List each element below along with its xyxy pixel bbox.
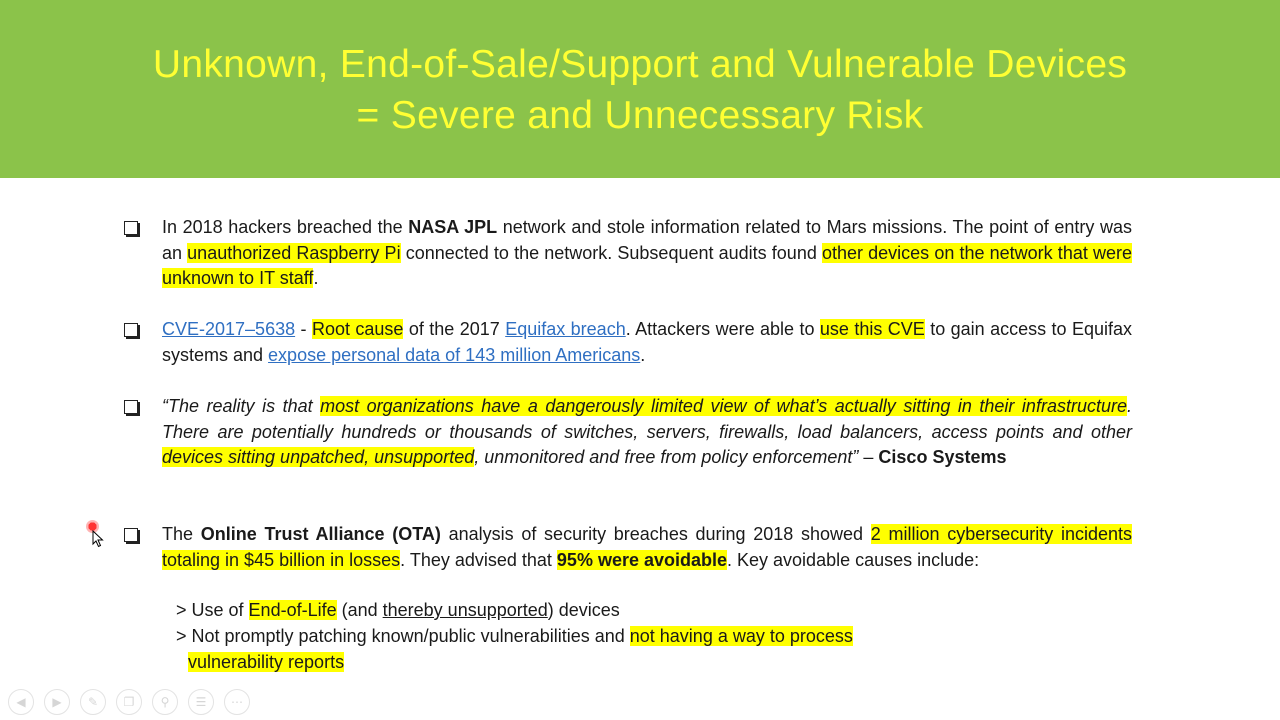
sub-bullet-end-of-life [176, 598, 620, 624]
slide-header [0, 0, 1280, 178]
quote-text: “The reality is that [162, 396, 321, 416]
highlight-text: 2 million cybersecurity incidents totaling in $45 billion in losses [162, 524, 1132, 570]
highlight-text: other devices on the network that were unknown to IT staff [162, 242, 1132, 289]
text: . Key avoidable causes include: [727, 549, 980, 570]
zoom-icon[interactable]: ⚲ [152, 689, 178, 715]
highlight-text: Root cause [311, 319, 404, 339]
text: to gain access to Equifax systems and [162, 319, 1133, 365]
bullet-cisco-quote [162, 394, 1132, 471]
copy-icon[interactable]: ❐ [116, 689, 142, 715]
text-bold: NASA JPL [408, 217, 498, 237]
highlight-text: unauthorized Raspberry Pi [187, 242, 401, 263]
mouse-cursor-icon [92, 530, 104, 548]
text: . They advised that [400, 549, 557, 570]
equifax-breach-link[interactable]: Equifax breach [505, 319, 626, 339]
text: network and stole information related to Mars missions. The point of entry was an [162, 217, 1132, 263]
text: The [162, 524, 201, 544]
slide-title-line-2: = Severe and Unnecessary Risk [356, 94, 924, 137]
highlight-text: not having a way to process [629, 626, 853, 646]
text: – [858, 447, 879, 468]
text: . [640, 344, 646, 365]
quote-text: . There are potentially hundreds or thousands of switches, servers, firewalls, load balancers, access points and other [162, 396, 1132, 442]
highlight-text: devices sitting unpatched, unsupported [162, 447, 475, 468]
cve-link[interactable]: CVE-2017–5638 [162, 319, 296, 339]
quote-text: , unmonitored and free from policy enforcement” [474, 447, 859, 468]
sub-bullet-patching [176, 624, 853, 650]
text: of the 2017 [403, 319, 506, 339]
highlight-text: vulnerability reports [188, 652, 345, 672]
text: . [313, 268, 319, 289]
slide-title-line-1: Unknown, End-of-Sale/Support and Vulnerable Devices [152, 43, 1128, 86]
text: analysis of security breaches during 2018 showed [440, 524, 871, 544]
next-icon[interactable]: ▶ [44, 689, 70, 715]
quote-source: Cisco Systems [878, 447, 1007, 468]
slide-body [0, 178, 1280, 720]
checkbox-bullet-icon [124, 528, 138, 542]
text: > Not promptly patching known/public vulnerabilities and [176, 626, 630, 646]
highlight-text: use this CVE [819, 319, 925, 339]
text: (and [336, 600, 383, 620]
pen-icon[interactable]: ✎ [80, 689, 106, 715]
menu-icon[interactable]: ☰ [188, 689, 214, 715]
sub-bullet-patching-cont [188, 650, 344, 676]
text: ) devices [547, 600, 620, 620]
slideshow-toolbar [8, 689, 250, 715]
text: - [295, 319, 312, 339]
bullet-equifax [162, 317, 1132, 368]
checkbox-bullet-icon [124, 400, 138, 414]
bullet-ota [162, 522, 1132, 573]
bullet-nasa-jpl [162, 215, 1132, 292]
text: . Attackers were able to [625, 319, 820, 339]
prev-icon[interactable]: ◀ [8, 689, 34, 715]
checkbox-bullet-icon [124, 323, 138, 337]
highlight-text: most organizations have a dangerously limited view of what’s actually sitting in their infrastructure [320, 396, 1127, 416]
checkbox-bullet-icon [124, 221, 138, 235]
personal-data-link[interactable]: expose personal data of 143 million Americans [268, 344, 641, 365]
underlined-text: thereby unsupported [382, 600, 548, 620]
text: connected to the network. Subsequent audits found [400, 242, 822, 263]
text: > Use of [176, 600, 249, 620]
more-icon[interactable]: ⋯ [224, 689, 250, 715]
highlight-text: End-of-Life [248, 600, 337, 620]
text: In 2018 hackers breached the [162, 217, 409, 237]
highlight-text-bold: 95% were avoidable [556, 549, 728, 570]
text-bold: Online Trust Alliance (OTA) [200, 524, 441, 544]
